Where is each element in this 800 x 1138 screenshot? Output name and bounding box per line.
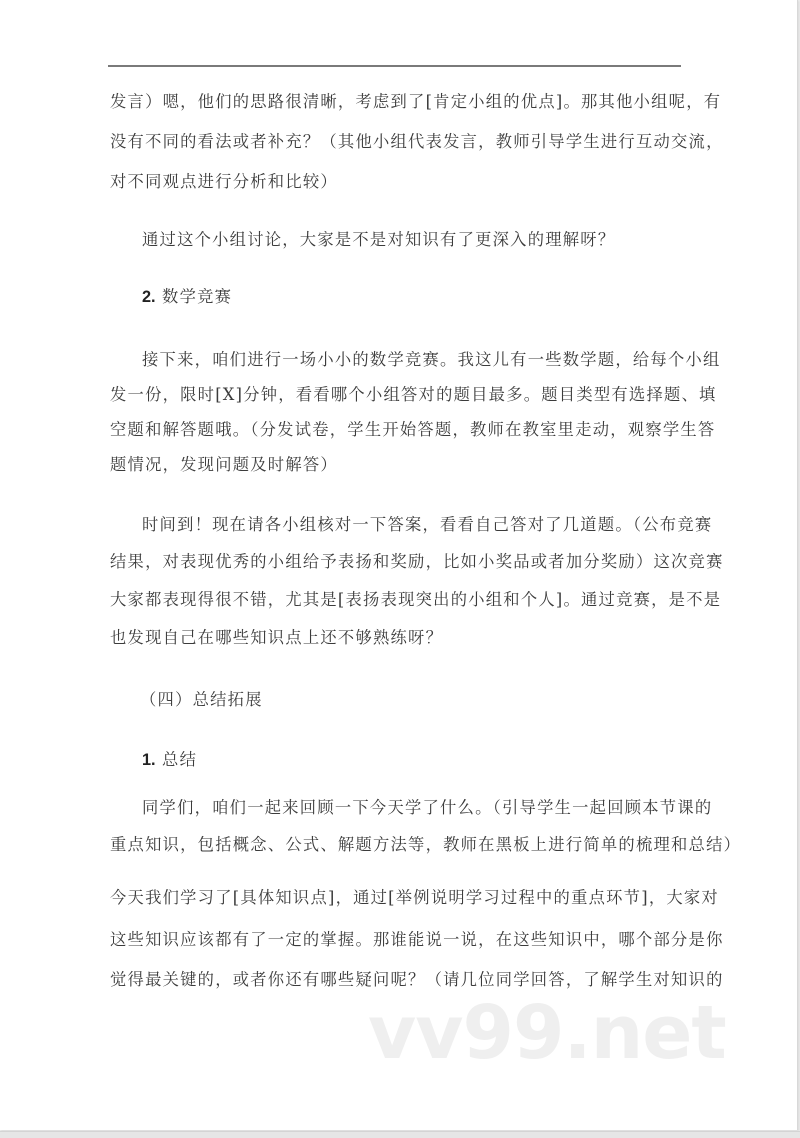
heading-title: 总结 (162, 750, 198, 769)
paragraph-line: 发言）嗯，他们的思路很清晰，考虑到了[肯定小组的优点]。那其他小组呢，有 (110, 92, 722, 111)
paragraph-line: 时间到！现在请各小组核对一下答案，看看自己答对了几道题。（公布竞赛 (142, 515, 713, 534)
header-rule (108, 65, 681, 67)
heading-title: 数学竞赛 (162, 287, 233, 306)
paragraph-line: 这些知识应该都有了一定的掌握。那谁能说一说，在这些知识中，哪个部分是你 (110, 930, 724, 949)
paragraph-line: 同学们，咱们一起来回顾一下今天学了什么。（引导学生一起回顾本节课的 (142, 798, 713, 817)
paragraph-line: 接下来，咱们进行一场小小的数学竞赛。我这儿有一些数学题，给每个小组 (142, 350, 721, 369)
paragraph-line: 空题和解答题哦。（分发试卷，学生开始答题，教师在教室里走动，观察学生答 (110, 420, 716, 439)
paragraph-line: 也发现自己在哪些知识点上还不够熟练呀？ (110, 628, 444, 647)
paragraph-line: 觉得最关键的，或者你还有哪些疑问呢？（请几位同学回答，了解学生对知识的 (110, 970, 724, 989)
heading-math-competition (142, 287, 232, 307)
paragraph-line: 结果，对表现优秀的小组给予表扬和奖励，比如小奖品或者加分奖励）这次竞赛 (110, 552, 724, 571)
section-heading-summary-extension: （四）总结拓展 (140, 690, 263, 709)
paragraph-line: 重点知识，包括概念、公式、解题方法等，教师在黑板上进行简单的梳理和总结） (110, 835, 742, 854)
paragraph-line: 通过这个小组讨论，大家是不是对知识有了更深入的理解呀？ (142, 230, 616, 249)
paragraph-line: 没有不同的看法或者补充？（其他小组代表发言，教师引导学生进行互动交流， (110, 132, 724, 151)
watermark-text: vv99.net (368, 990, 726, 1076)
heading-number: 2. (142, 288, 156, 306)
paragraph-line: 对不同观点进行分析和比较） (110, 172, 338, 191)
heading-summary (142, 750, 197, 770)
paragraph-line: 大家都表现得很不错，尤其是[表扬表现突出的小组和个人]。通过竞赛，是不是 (110, 590, 722, 609)
paragraph-line: 题情况，发现问题及时解答） (110, 455, 338, 474)
paragraph-line: 今天我们学习了[具体知识点]，通过[举例说明学习过程中的重点环节]，大家对 (110, 888, 719, 907)
heading-number: 1. (142, 751, 156, 769)
paragraph-line: 发一份，限时[X]分钟，看看哪个小组答对的题目最多。题目类型有选择题、填 (110, 385, 717, 404)
